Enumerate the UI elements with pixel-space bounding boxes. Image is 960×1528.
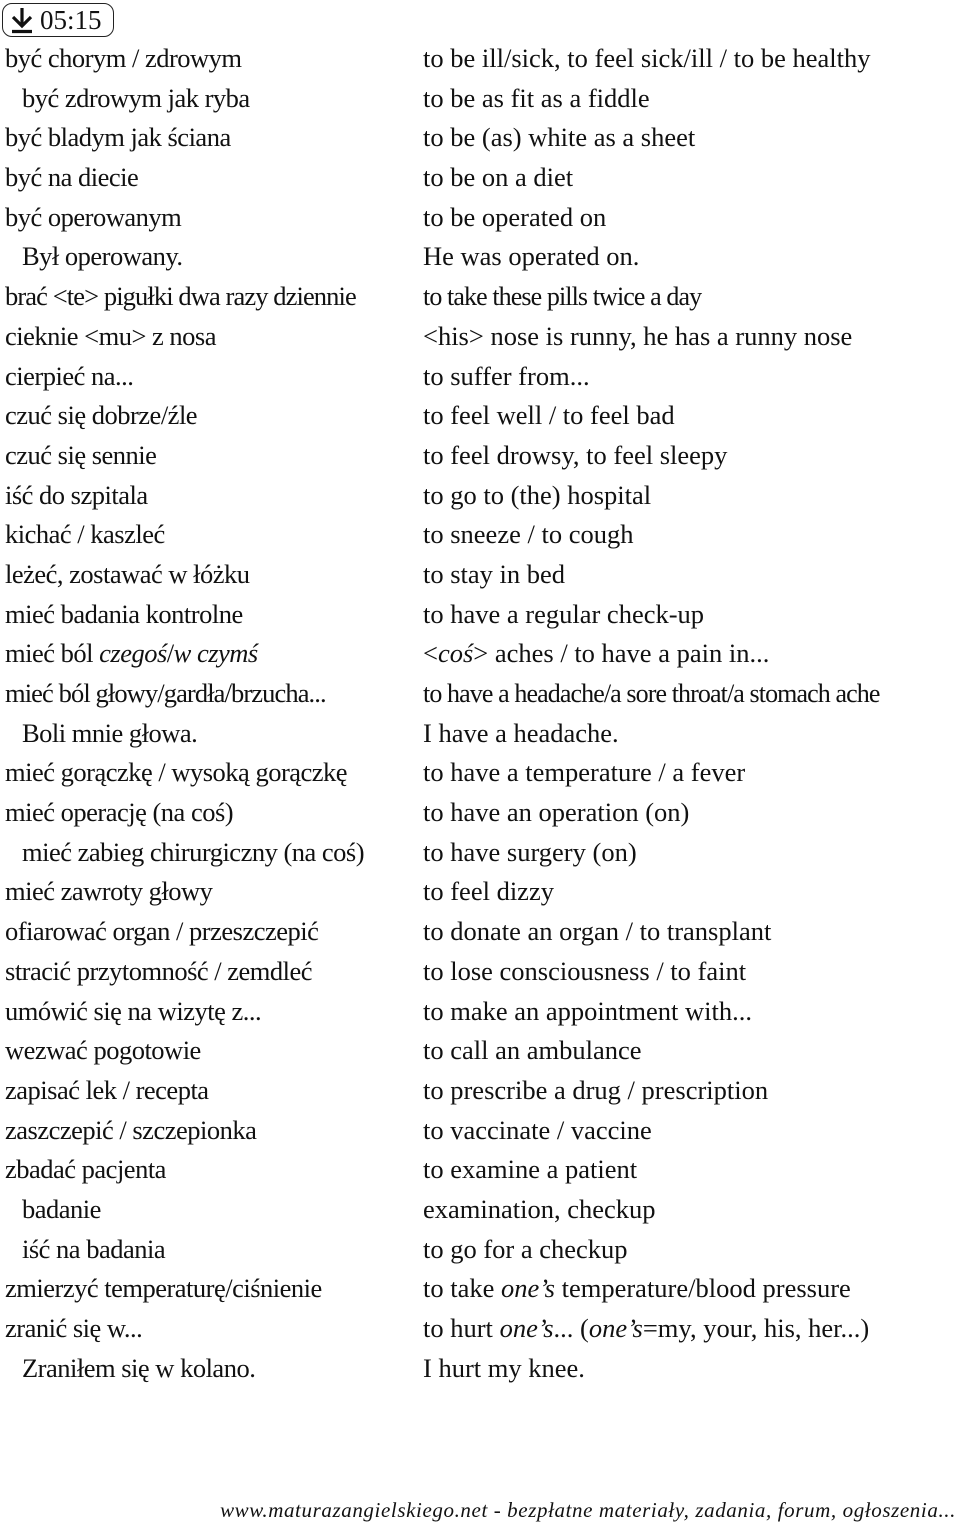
polish-term: cieknie <mu> z nosa xyxy=(5,320,216,351)
vocab-row xyxy=(0,1111,960,1151)
polish-term: zaszczepić / szczepionka xyxy=(5,1114,257,1145)
english-translation: I hurt my knee. xyxy=(423,1352,585,1383)
download-arrow-icon xyxy=(9,6,35,34)
vocab-row xyxy=(0,317,960,357)
polish-term: Był operowany. xyxy=(22,241,183,272)
english-translation: <his> nose is runny, he has a runny nose xyxy=(423,320,853,351)
english-translation: He was operated on. xyxy=(423,241,640,272)
vocab-row xyxy=(0,396,960,436)
polish-term: Zraniłem się w kolano. xyxy=(22,1352,256,1383)
polish-term: być na diecie xyxy=(5,162,139,193)
vocab-row xyxy=(0,1269,960,1309)
polish-term: zmierzyć temperaturę/ciśnienie xyxy=(5,1273,322,1304)
polish-term: czuć się sennie xyxy=(5,439,157,470)
vocab-row xyxy=(0,714,960,754)
polish-term: cierpieć na... xyxy=(5,360,134,391)
text-fragment: < xyxy=(423,638,438,669)
polish-term: Boli mnie głowa. xyxy=(22,717,198,748)
polish-term: być operowanym xyxy=(5,201,182,232)
vocab-row xyxy=(0,674,960,714)
italic-fragment: coś xyxy=(437,638,474,669)
text-fragment: ... ( xyxy=(553,1313,589,1343)
english-translation: examination, checkup xyxy=(423,1193,656,1224)
time-badge xyxy=(2,3,114,37)
vocab-row xyxy=(0,1031,960,1071)
english-translation: to sneeze / to cough xyxy=(423,519,634,550)
polish-term: leżeć, zostawać w łóżku xyxy=(5,558,250,589)
vocab-row xyxy=(0,237,960,277)
english-translation: to have a regular check-up xyxy=(423,598,705,629)
vocabulary-list xyxy=(0,39,960,1388)
polish-term: zapisać lek / recepta xyxy=(5,1074,209,1105)
english-translation: I have a headache. xyxy=(423,717,619,748)
vocab-row xyxy=(0,277,960,317)
polish-term: badanie xyxy=(22,1193,101,1224)
polish-term: wezwać pogotowie xyxy=(5,1035,201,1066)
italic-fragment: one’s xyxy=(501,1273,555,1304)
english-translation: to vaccinate / vaccine xyxy=(423,1114,652,1145)
polish-term: stracić przytomność / zemdleć xyxy=(5,955,313,986)
vocab-row xyxy=(0,992,960,1032)
vocab-row xyxy=(0,476,960,516)
vocab-row xyxy=(0,595,960,635)
polish-term: zbadać pacjenta xyxy=(5,1154,166,1185)
vocab-row xyxy=(0,872,960,912)
english-translation: to have a headache/a sore throat/a stomach ache xyxy=(423,679,880,708)
vocab-row xyxy=(0,1071,960,1111)
english-translation: to be as fit as a fiddle xyxy=(423,82,650,113)
polish-term: mieć operację (na coś) xyxy=(5,797,234,828)
english-translation: to suffer from... xyxy=(423,360,590,391)
english-translation: to go for a checkup xyxy=(423,1233,628,1264)
polish-term: umówić się na wizytę z... xyxy=(5,995,262,1026)
italic-fragment: w czymś xyxy=(173,638,258,669)
polish-term: mieć ból głowy/gardła/brzucha... xyxy=(5,678,326,708)
vocab-row xyxy=(0,1309,960,1349)
vocab-row xyxy=(0,357,960,397)
english-translation: to have surgery (on) xyxy=(423,836,637,867)
polish-term: czuć się dobrze/źle xyxy=(5,400,198,431)
vocab-row xyxy=(0,1230,960,1270)
vocab-row xyxy=(0,1349,960,1389)
english-translation: to be operated on xyxy=(423,201,607,232)
english-translation xyxy=(423,634,769,674)
vocab-row xyxy=(0,1190,960,1230)
vocab-row xyxy=(0,436,960,476)
vocab-row xyxy=(0,793,960,833)
english-translation: to be on a diet xyxy=(423,162,574,193)
polish-term: ofiarować organ / przeszczepić xyxy=(5,916,319,947)
text-fragment: to take xyxy=(423,1273,501,1304)
polish-term: mieć gorączkę / wysoką gorączkę xyxy=(5,757,348,788)
english-translation: to call an ambulance xyxy=(423,1035,642,1066)
english-translation: to feel dizzy xyxy=(423,876,554,907)
vocab-row xyxy=(0,1150,960,1190)
polish-term: kichać / kaszleć xyxy=(5,519,165,550)
polish-term: zranić się w... xyxy=(5,1313,143,1343)
polish-term: brać <te> pigułki dwa razy dziennie xyxy=(5,281,356,312)
vocab-row xyxy=(0,555,960,595)
vocab-row xyxy=(0,118,960,158)
english-translation: to feel drowsy, to feel sleepy xyxy=(423,439,728,470)
vocab-row xyxy=(0,79,960,119)
english-translation: to go to (the) hospital xyxy=(423,479,652,510)
time-label: 05:15 xyxy=(40,4,102,35)
english-translation: to examine a patient xyxy=(423,1154,638,1185)
english-translation: to take these pills twice a day xyxy=(423,282,702,312)
text-fragment: =my, your, his, her...) xyxy=(642,1313,870,1343)
polish-term: iść na badania xyxy=(22,1233,166,1264)
english-translation: to have an operation (on) xyxy=(423,797,690,828)
english-translation xyxy=(423,1269,851,1309)
english-translation: to prescribe a drug / prescription xyxy=(423,1074,769,1105)
footer-note: www.maturazangielskiego.net - bezpłatne materiały, zadania, forum, ogłoszenia... xyxy=(220,1498,956,1522)
polish-term: mieć badania kontrolne xyxy=(5,598,243,629)
text-fragment: / xyxy=(166,638,174,669)
english-translation: to be ill/sick, to feel sick/ill / to be healthy xyxy=(423,43,871,73)
vocab-row xyxy=(0,753,960,793)
polish-term xyxy=(5,634,258,674)
vocab-row xyxy=(0,912,960,952)
vocab-row xyxy=(0,634,960,674)
polish-term: iść do szpitala xyxy=(5,479,148,510)
english-translation: to make an appointment with... xyxy=(423,995,752,1026)
vocab-row xyxy=(0,158,960,198)
english-translation: to be (as) white as a sheet xyxy=(423,122,696,153)
polish-term: być chorym / zdrowym xyxy=(5,43,242,73)
vocab-row xyxy=(0,39,960,79)
english-translation: to donate an organ / to transplant xyxy=(423,916,772,947)
polish-term: być zdrowym jak ryba xyxy=(22,82,250,113)
polish-term: mieć zawroty głowy xyxy=(5,876,213,907)
vocab-row xyxy=(0,833,960,873)
english-translation: to have a temperature / a fever xyxy=(423,757,746,788)
text-fragment: temperature/blood pressure xyxy=(554,1273,851,1304)
italic-fragment: czegoś xyxy=(99,638,167,669)
english-translation: to feel well / to feel bad xyxy=(423,400,675,431)
polish-term: mieć zabieg chirurgiczny (na coś) xyxy=(22,836,365,867)
text-fragment: to hurt xyxy=(423,1313,500,1343)
english-translation: to stay in bed xyxy=(423,558,566,589)
vocab-row xyxy=(0,952,960,992)
text-fragment: mieć ból xyxy=(5,638,100,669)
english-translation: to lose consciousness / to faint xyxy=(423,955,747,986)
english-translation xyxy=(423,1309,869,1349)
italic-fragment: one’s xyxy=(499,1313,554,1343)
text-fragment: > aches / to have a pain in... xyxy=(473,638,770,669)
vocab-row xyxy=(0,515,960,555)
italic-fragment: one’s xyxy=(588,1313,643,1343)
polish-term: być bladym jak ściana xyxy=(5,122,231,153)
vocab-row xyxy=(0,198,960,238)
